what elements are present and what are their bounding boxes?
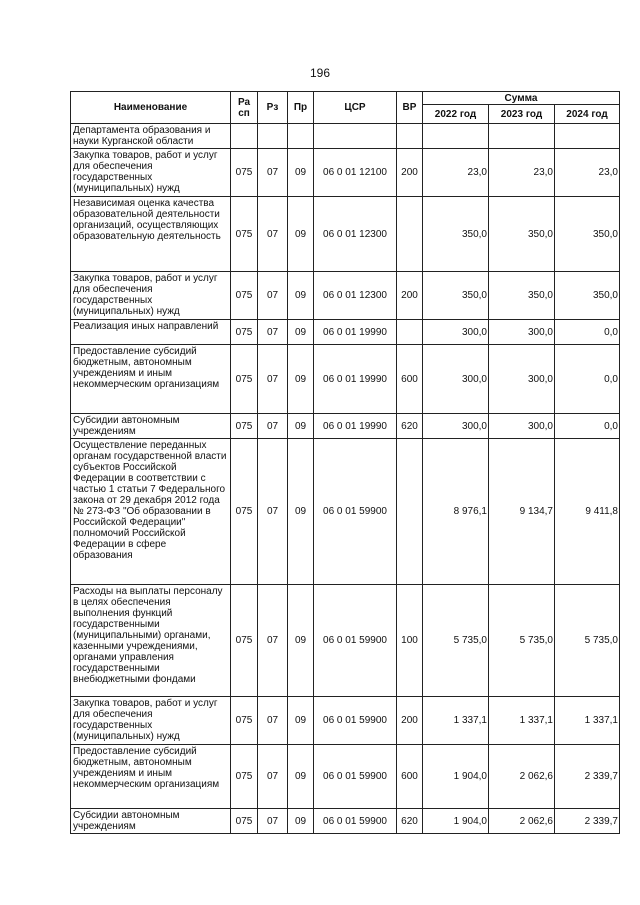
cell-rz: 07 (258, 414, 288, 439)
cell-rz: 07 (258, 697, 288, 745)
cell-rz: 07 (258, 809, 288, 834)
cell-vr: 620 (397, 414, 423, 439)
cell-name: Предоставление субсидий бюджетным, автономным учреждениям и иным некоммерческим организациям (71, 745, 231, 809)
cell-rz: 07 (258, 345, 288, 414)
cell-rz: 07 (258, 197, 288, 272)
cell-y2024 (555, 124, 620, 149)
cell-vr (397, 124, 423, 149)
cell-name: Субсидии автономным учреждениям (71, 414, 231, 439)
table-row (71, 745, 620, 809)
cell-name: Департамента образования и науки Курганской области (71, 124, 231, 149)
cell-rasp: 075 (231, 439, 258, 585)
budget-table (70, 91, 620, 834)
cell-name: Закупка товаров, работ и услуг для обеспечения государственных (муниципальных) нужд (71, 697, 231, 745)
cell-csr: 06 0 01 59900 (314, 585, 397, 697)
cell-pr: 09 (288, 697, 314, 745)
page-number: 196 (309, 66, 331, 80)
cell-vr (397, 439, 423, 585)
cell-csr: 06 0 01 12300 (314, 272, 397, 320)
cell-vr (397, 320, 423, 345)
cell-y2023: 350,0 (489, 197, 555, 272)
cell-y2023: 2 062,6 (489, 745, 555, 809)
cell-rasp: 075 (231, 345, 258, 414)
cell-vr: 200 (397, 149, 423, 197)
cell-name: Осуществление переданных органам государственной власти субъектов Российской Федерации в соответствии с частью 1 статьи 7 Федерального закона от 29 декабря 2012 года № 273-ФЗ "Об образовании в Российской Федерации" полномочий Российской Федерации в сфере образования (71, 439, 231, 585)
cell-y2024: 2 339,7 (555, 745, 620, 809)
cell-y2023: 1 337,1 (489, 697, 555, 745)
header-rasp: Ра сп (231, 92, 258, 124)
cell-rasp: 075 (231, 414, 258, 439)
cell-y2024: 9 411,8 (555, 439, 620, 585)
cell-y2024: 0,0 (555, 345, 620, 414)
cell-rasp: 075 (231, 697, 258, 745)
cell-name: Субсидии автономным учреждениям (71, 809, 231, 834)
cell-y2024: 350,0 (555, 197, 620, 272)
cell-pr: 09 (288, 272, 314, 320)
cell-rz: 07 (258, 439, 288, 585)
cell-name: Независимая оценка качества образовательной деятельности организаций, осуществляющих образовательную деятельность (71, 197, 231, 272)
cell-y2022: 350,0 (423, 197, 489, 272)
cell-rz: 07 (258, 745, 288, 809)
cell-csr: 06 0 01 59900 (314, 439, 397, 585)
cell-name: Реализация иных направлений (71, 320, 231, 345)
cell-y2024: 0,0 (555, 414, 620, 439)
cell-csr: 06 0 01 59900 (314, 809, 397, 834)
cell-y2024: 23,0 (555, 149, 620, 197)
header-2023: 2023 год (489, 105, 555, 124)
cell-y2022: 1 904,0 (423, 745, 489, 809)
cell-rz: 07 (258, 320, 288, 345)
cell-y2022: 300,0 (423, 320, 489, 345)
cell-y2023: 300,0 (489, 414, 555, 439)
cell-y2024: 1 337,1 (555, 697, 620, 745)
table-row (71, 585, 620, 697)
cell-vr: 100 (397, 585, 423, 697)
cell-y2023 (489, 124, 555, 149)
cell-rz: 07 (258, 272, 288, 320)
cell-pr: 09 (288, 197, 314, 272)
cell-rasp: 075 (231, 585, 258, 697)
table-row (71, 272, 620, 320)
header-sum: Сумма (423, 92, 620, 105)
cell-vr: 600 (397, 745, 423, 809)
cell-rasp: 075 (231, 320, 258, 345)
cell-rasp: 075 (231, 149, 258, 197)
table-body (71, 124, 620, 834)
cell-y2022 (423, 124, 489, 149)
cell-vr: 600 (397, 345, 423, 414)
cell-rasp (231, 124, 258, 149)
table-row (71, 809, 620, 834)
cell-vr: 200 (397, 697, 423, 745)
cell-y2024: 0,0 (555, 320, 620, 345)
table-row (71, 697, 620, 745)
cell-rz (258, 124, 288, 149)
cell-y2023: 350,0 (489, 272, 555, 320)
cell-pr: 09 (288, 345, 314, 414)
cell-csr: 06 0 01 19990 (314, 345, 397, 414)
table-row (71, 320, 620, 345)
header-2024: 2024 год (555, 105, 620, 124)
cell-y2023: 5 735,0 (489, 585, 555, 697)
cell-pr: 09 (288, 439, 314, 585)
cell-y2022: 23,0 (423, 149, 489, 197)
cell-vr: 200 (397, 272, 423, 320)
table-row (71, 149, 620, 197)
cell-y2023: 2 062,6 (489, 809, 555, 834)
cell-y2023: 9 134,7 (489, 439, 555, 585)
header-2022: 2022 год (423, 105, 489, 124)
cell-rasp: 075 (231, 809, 258, 834)
cell-csr: 06 0 01 19990 (314, 320, 397, 345)
cell-pr: 09 (288, 585, 314, 697)
cell-vr (397, 197, 423, 272)
cell-pr: 09 (288, 809, 314, 834)
cell-y2022: 1 337,1 (423, 697, 489, 745)
header-pr: Пр (288, 92, 314, 124)
table-row (71, 345, 620, 414)
table-row (71, 414, 620, 439)
cell-rz: 07 (258, 585, 288, 697)
cell-y2022: 300,0 (423, 414, 489, 439)
cell-csr: 06 0 01 19990 (314, 414, 397, 439)
cell-y2024: 2 339,7 (555, 809, 620, 834)
cell-y2024: 350,0 (555, 272, 620, 320)
cell-y2022: 350,0 (423, 272, 489, 320)
cell-pr: 09 (288, 414, 314, 439)
cell-y2022: 5 735,0 (423, 585, 489, 697)
header-name: Наименование (71, 92, 231, 124)
cell-pr (288, 124, 314, 149)
cell-y2024: 5 735,0 (555, 585, 620, 697)
cell-y2022: 1 904,0 (423, 809, 489, 834)
cell-vr: 620 (397, 809, 423, 834)
cell-pr: 09 (288, 149, 314, 197)
cell-rasp: 075 (231, 745, 258, 809)
cell-name: Расходы на выплаты персоналу в целях обеспечения выполнения функций государственными (муниципальными) органами, казенными учреждениями, органами управления государственными внебюджетными фондами (71, 585, 231, 697)
cell-csr: 06 0 01 59900 (314, 697, 397, 745)
cell-rasp: 075 (231, 272, 258, 320)
cell-rasp: 075 (231, 197, 258, 272)
table-row (71, 197, 620, 272)
cell-csr: 06 0 01 59900 (314, 745, 397, 809)
cell-csr: 06 0 01 12100 (314, 149, 397, 197)
cell-csr (314, 124, 397, 149)
cell-pr: 09 (288, 745, 314, 809)
cell-name: Предоставление субсидий бюджетным, автономным учреждениям и иным некоммерческим организациям (71, 345, 231, 414)
cell-y2023: 300,0 (489, 345, 555, 414)
header-rz: Рз (258, 92, 288, 124)
cell-y2023: 300,0 (489, 320, 555, 345)
table-row (71, 439, 620, 585)
cell-csr: 06 0 01 12300 (314, 197, 397, 272)
cell-pr: 09 (288, 320, 314, 345)
cell-y2022: 300,0 (423, 345, 489, 414)
table-row (71, 124, 620, 149)
cell-y2023: 23,0 (489, 149, 555, 197)
cell-name: Закупка товаров, работ и услуг для обеспечения государственных (муниципальных) нужд (71, 149, 231, 197)
cell-rz: 07 (258, 149, 288, 197)
header-vr: ВР (397, 92, 423, 124)
cell-name: Закупка товаров, работ и услуг для обеспечения государственных (муниципальных) нужд (71, 272, 231, 320)
header-csr: ЦСР (314, 92, 397, 124)
cell-y2022: 8 976,1 (423, 439, 489, 585)
